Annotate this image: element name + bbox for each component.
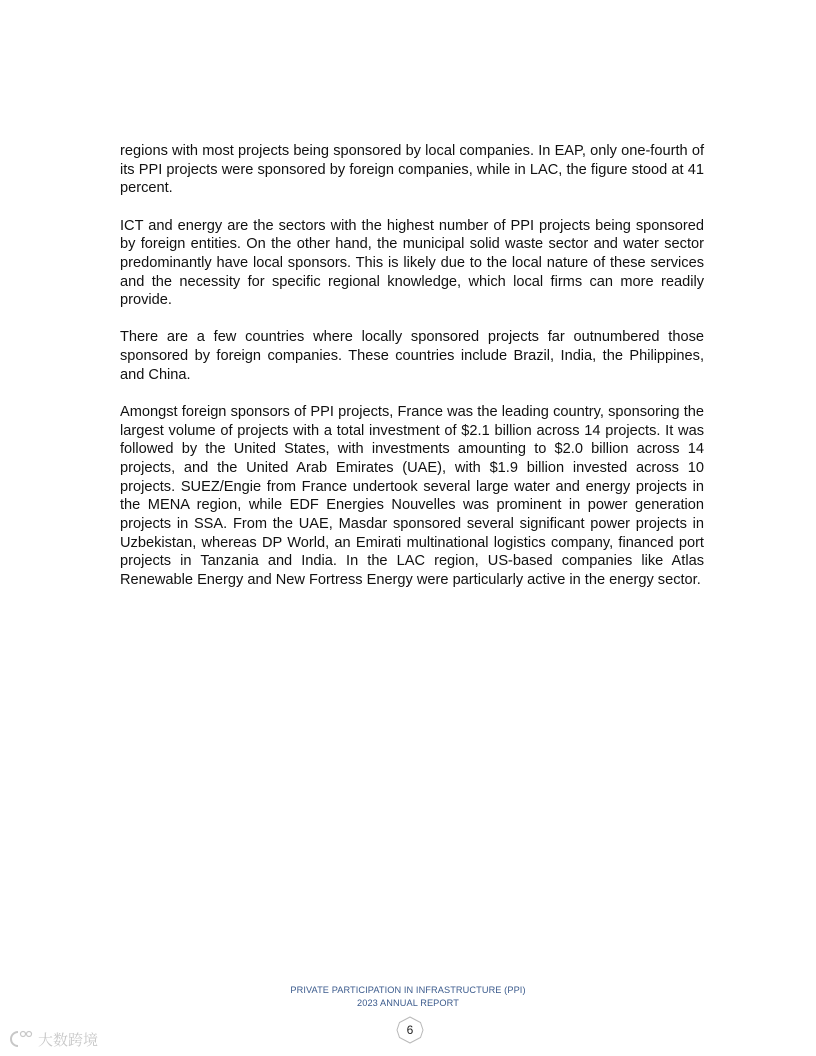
footer-report-title: PRIVATE PARTICIPATION IN INFRASTRUCTURE (PPI) [290, 985, 526, 995]
page-footer [0, 984, 816, 1010]
paragraph-local-countries: There are a few countries where locally sponsored projects far outnumbered those sponsored by foreign companies. These countries include Brazil, India, the Philippines, and China. [120, 329, 704, 383]
paragraph-foreign-sponsors: Amongst foreign sponsors of PPI projects, France was the leading country, sponsoring the largest volume of projects with a total investment of $2.1 billion across 14 projects. It was followed by the United States, with investments amounting to $2.0 billion across 14 projects, and the United Arab Emirates (UAE), with $1.9 billion invested across 10 projects. SUEZ/Engie from France undertook several large water and energy projects in the MENA region, while EDF Energies Nouvelles was prominent in power generation projects in SSA. From the UAE, Masdar sponsored several significant power projects in Uzbekistan, whereas DP World, an Emirati multinational logistics company, financed port projects in Tanzania and India. In the LAC region, US-based companies like Atlas Renewable Energy and New Fortress Energy were particularly active in the energy sector. [120, 404, 704, 588]
page-number-badge [396, 1016, 424, 1044]
body-text [120, 142, 704, 608]
page-number: 6 [406, 1023, 414, 1037]
paragraph-regional-sponsors: regions with most projects being sponsored by local companies. In EAP, only one-fourth of its PPI projects were sponsored by foreign companies, while in LAC, the figure stood at 41 percent. [120, 143, 704, 197]
footer-report-subtitle: 2023 ANNUAL REPORT [357, 998, 459, 1008]
watermark [8, 1028, 112, 1050]
watermark-logo-icon [8, 1028, 112, 1050]
paragraph-sector-sponsors: ICT and energy are the sectors with the highest number of PPI projects being sponsored by foreign entities. On the other hand, the municipal solid waste sector and water sector predominantly have local sponsors. This is likely due to the local nature of these services and the necessity for specific regional knowledge, which local firms can more readily provide. [120, 217, 704, 309]
watermark-text: 大数跨境 [38, 1031, 99, 1049]
